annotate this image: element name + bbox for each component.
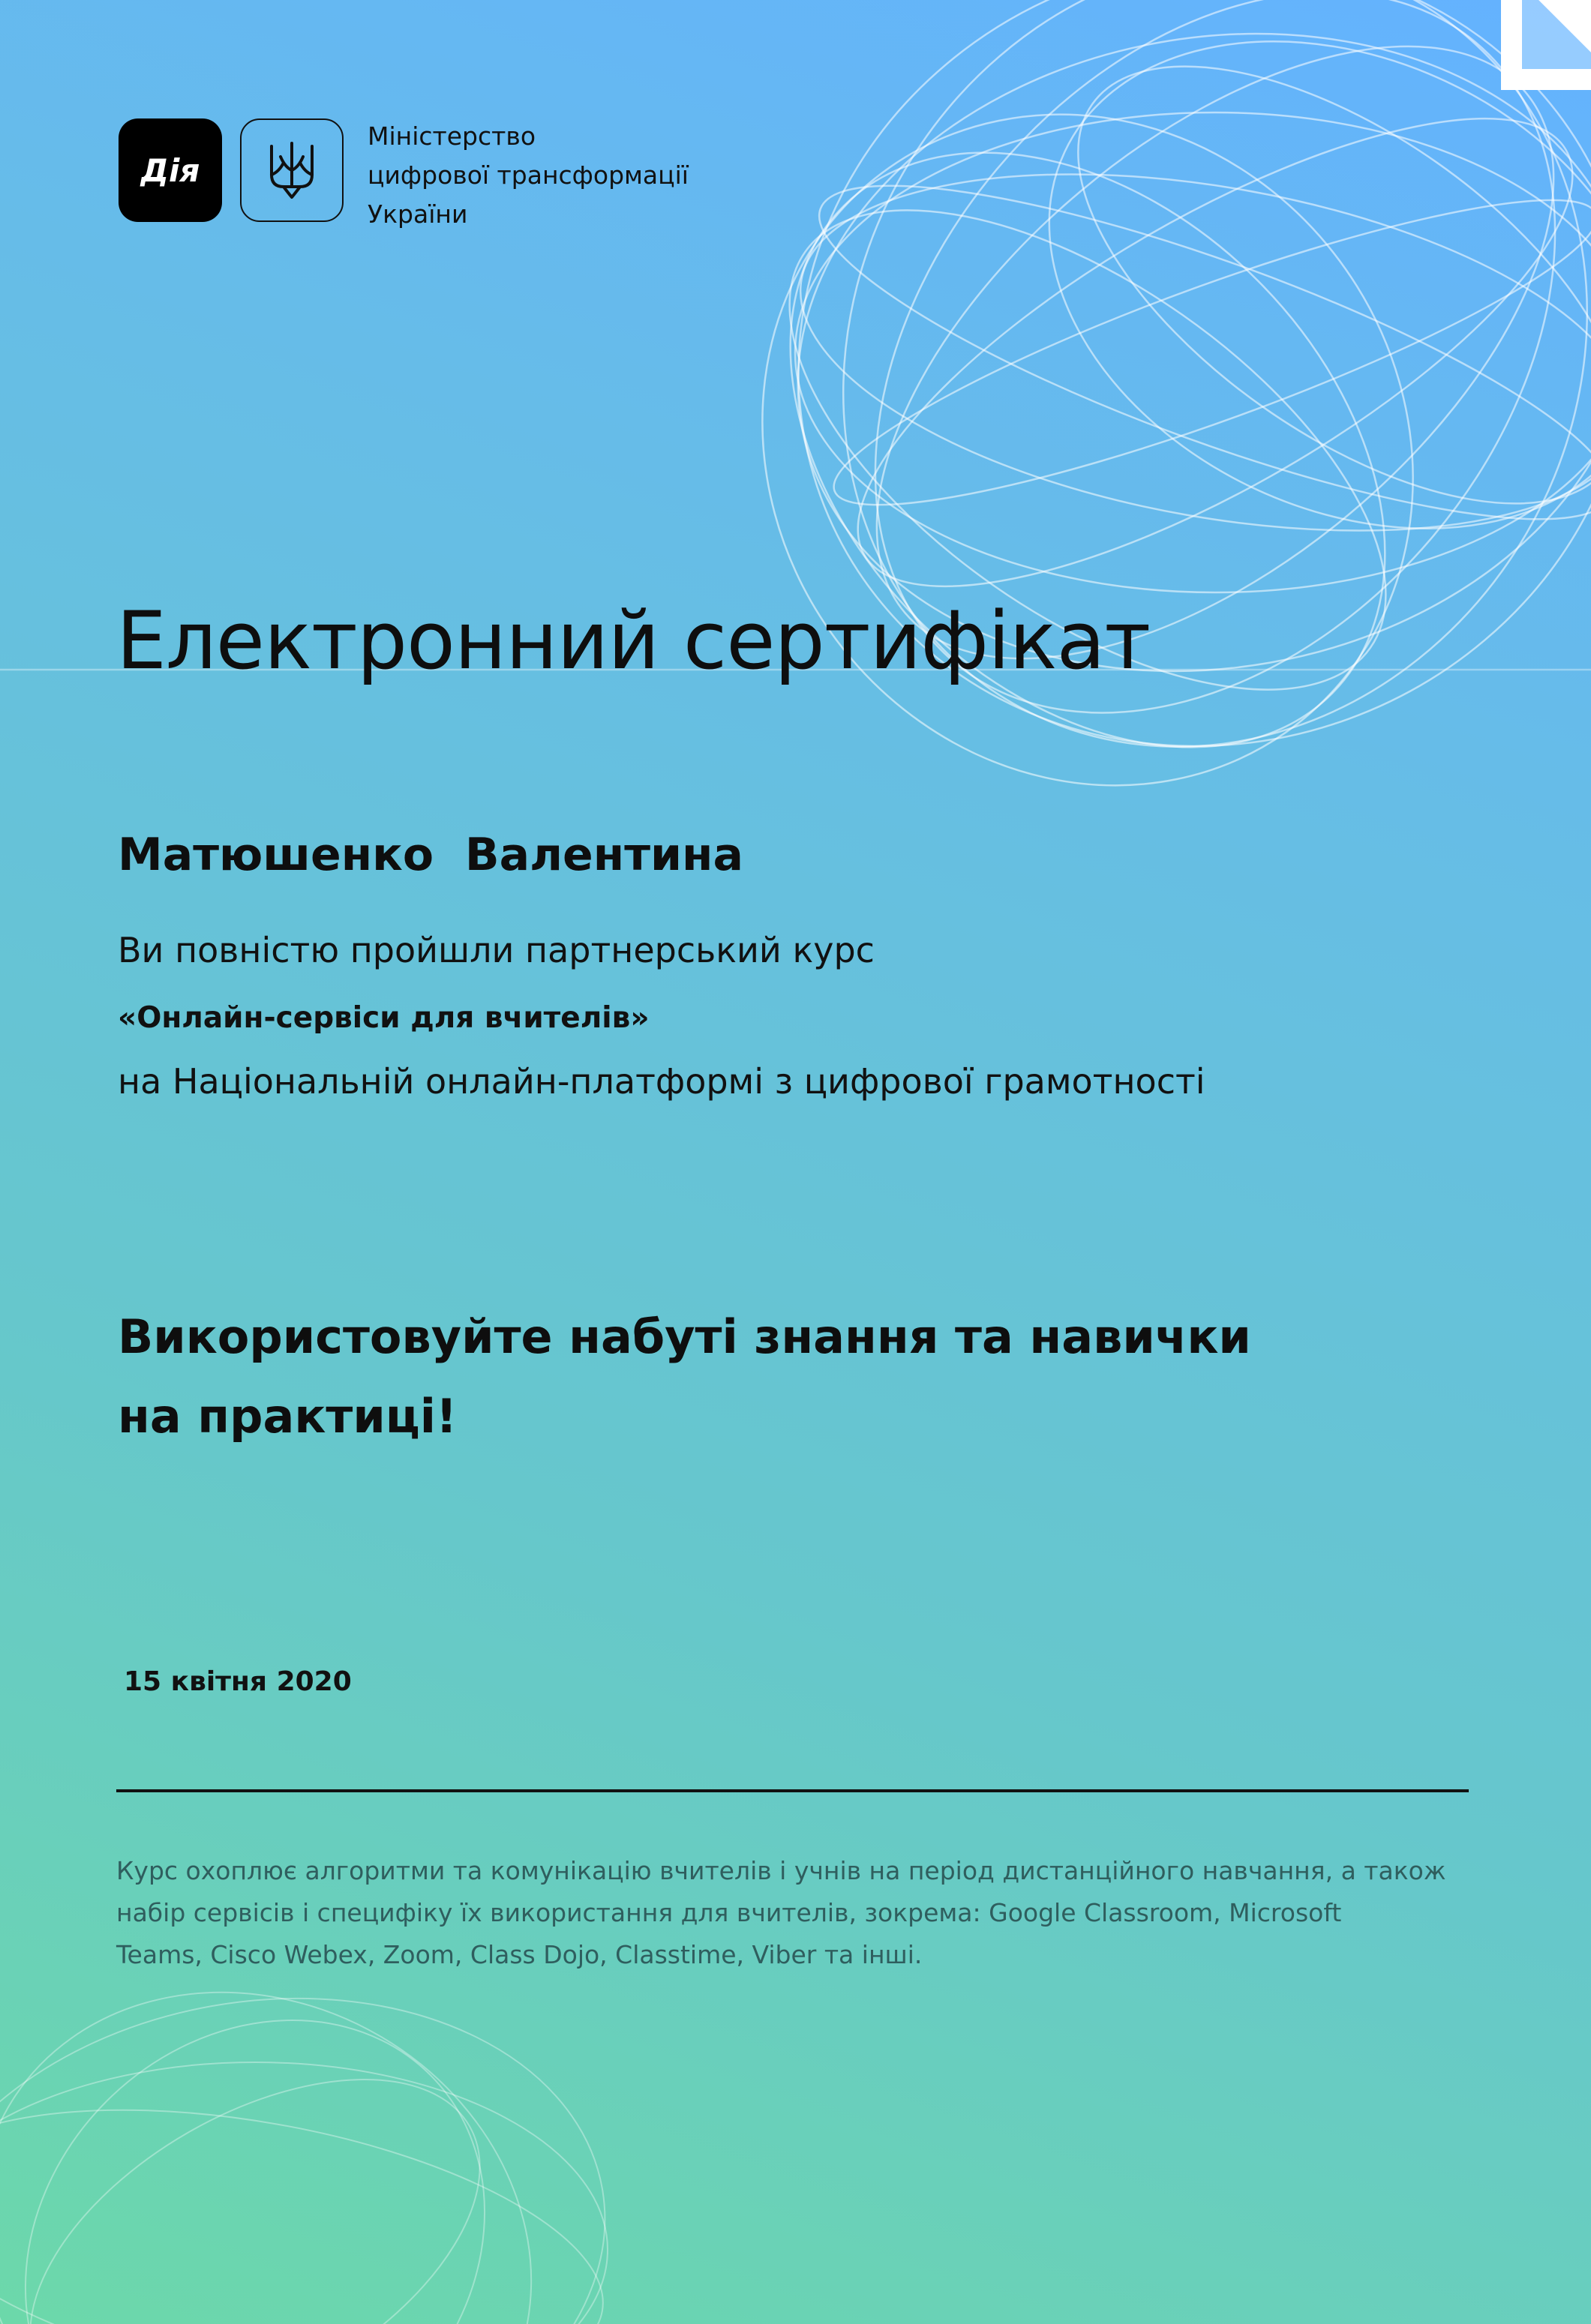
course-description: [116, 1850, 1489, 1976]
completion-text: Ви повністю пройшли партнерський курс: [118, 930, 875, 970]
slogan-line: на практиці!: [118, 1389, 458, 1444]
recipient-name: Матюшенко Валентина: [118, 829, 743, 881]
slogan-line: Використовуйте набуті знання та навички: [118, 1309, 1251, 1364]
dia-logo: [119, 118, 222, 222]
issue-date: 15 квітня 2020: [124, 1666, 352, 1697]
description-line: Курс охоплює алгоритми та комунікацію вчителів і учнів на період дистанційного навчання, а також: [116, 1856, 1446, 1885]
certificate-title: Електронний сертифікат: [116, 595, 1151, 687]
ministry-line: України: [368, 199, 468, 229]
slogan: [118, 1297, 1251, 1456]
dia-logo-text: Дія: [140, 151, 200, 189]
ministry-line: цифрової трансформації: [368, 160, 689, 190]
divider: [116, 1789, 1469, 1792]
tryzub-icon: [240, 118, 344, 222]
course-name: «Онлайн-сервіси для вчителів»: [118, 1001, 650, 1035]
ministry-name: [368, 117, 689, 234]
description-line: набір сервісів і специфіку їх використання для вчителів, зокрема: Google Classroom, Microsoft: [116, 1898, 1342, 1927]
page-corner-icon: [1501, 0, 1591, 90]
description-line: Teams, Cisco Webex, Zoom, Class Dojo, Classtime, Viber та інші.: [116, 1940, 923, 1969]
platform-text: на Національній онлайн-платформі з цифрової грамотності: [118, 1061, 1205, 1102]
ministry-line: Міністерство: [368, 121, 536, 151]
